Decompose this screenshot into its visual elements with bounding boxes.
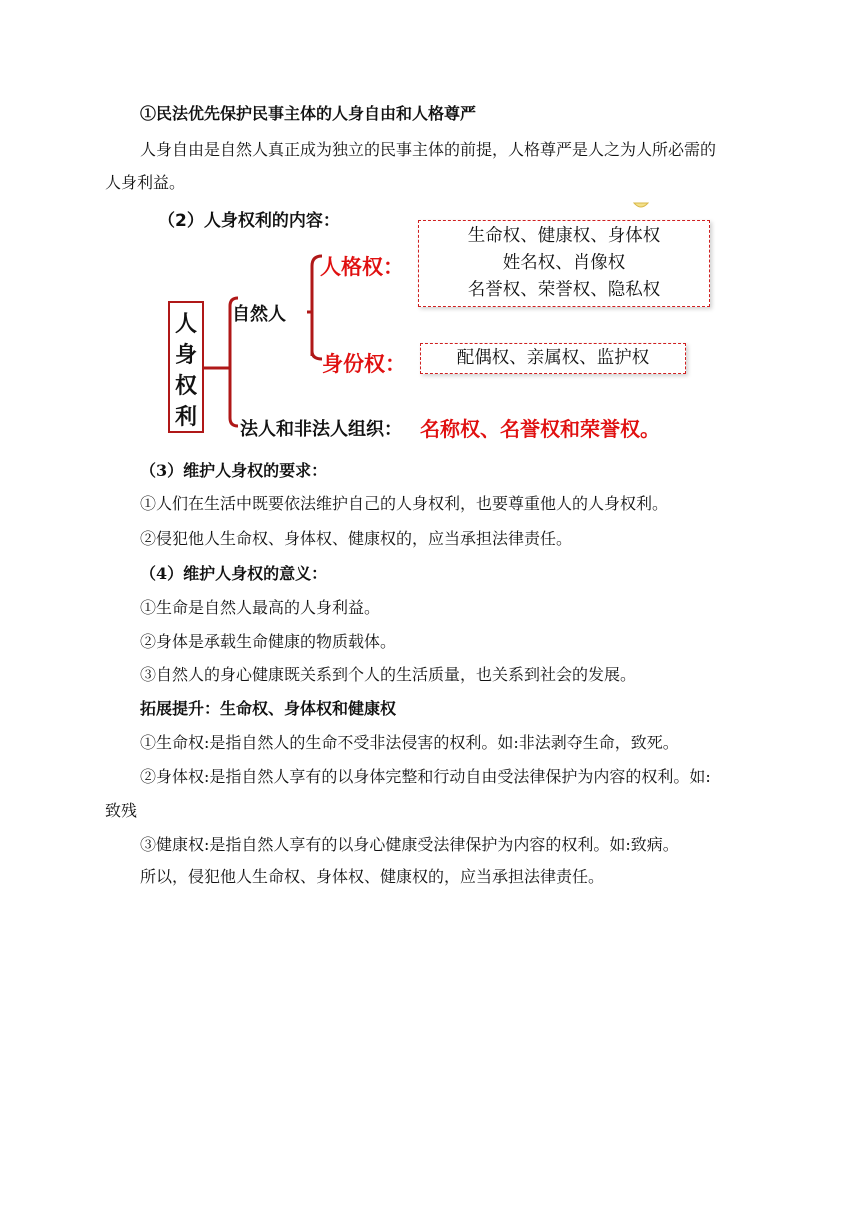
identity-items: 配偶权、亲属权、监护权 (456, 348, 650, 368)
section-3-item-2: ②侵犯他人生命权、身体权、健康权的，应当承担法律责任。 (140, 529, 573, 548)
paragraph-1-line-2: 人身利益。 (105, 173, 186, 192)
extension-conclusion: 所以，侵犯他人生命权、身体权、健康权的，应当承担法律责任。 (140, 867, 605, 886)
section-4-item-2: ②身体是承载生命健康的物质载体。 (140, 632, 397, 651)
diagram-heading: （2）人身权利的内容： (158, 211, 340, 231)
extension-heading: 拓展提升：生命权、身体权和健康权 (140, 699, 397, 718)
extension-item-3: ③健康权:是指自然人享有的以身心健康受法律保护为内容的权利。如:致病。 (140, 835, 679, 854)
legal-person-label: 法人和非法人组织： (240, 419, 402, 440)
root-char-2: 身 (174, 343, 197, 368)
personal-rights-diagram (150, 196, 720, 446)
root-char-1: 人 (174, 312, 197, 337)
section-4-item-3: ③自然人的身心健康既关系到个人的生活质量，也关系到社会的发展。 (140, 665, 637, 684)
section-4-heading: （4）维护人身权的意义： (140, 564, 328, 583)
identity-rights-box (420, 343, 686, 374)
natural-person-label: 自然人 (232, 304, 286, 325)
paragraph-1-line-1: 人身自由是自然人真正成为独立的民事主体的前提，人格尊严是人之为人所必需的 (140, 140, 717, 159)
section-3-heading: （3）维护人身权的要求： (140, 461, 328, 480)
root-char-3: 权 (174, 374, 197, 399)
personality-item-3: 名誉权、荣誉权、隐私权 (467, 280, 661, 300)
extension-item-2-line-1: ②身体权:是指自然人享有的以身体完整和行动自由受法律保护为内容的权利。如: (140, 767, 711, 786)
section-4-item-1: ①生命是自然人最高的人身利益。 (140, 598, 381, 617)
root-char-4: 利 (174, 405, 197, 430)
personality-rights-box (418, 220, 710, 307)
section-3-item-1: ①人们在生活中既要依法维护自己的人身权利，也要尊重他人的人身权利。 (140, 494, 669, 513)
extension-item-1: ①生命权:是指自然人的生命不受非法侵害的权利。如:非法剥夺生命，致死。 (140, 733, 679, 752)
section-1-heading: ①民法优先保护民事主体的人身自由和人格尊严 (140, 104, 477, 123)
identity-rights-label: 身份权： (322, 352, 406, 376)
legal-person-rights: 名称权、名誉权和荣誉权。 (420, 417, 660, 441)
extension-item-2-line-2: 致残 (105, 801, 138, 820)
root-box-personal-rights (168, 301, 204, 433)
personality-item-1: 生命权、健康权、身体权 (467, 226, 661, 246)
personality-rights-label: 人格权： (320, 255, 404, 279)
personality-item-2: 姓名权、肖像权 (502, 253, 626, 273)
